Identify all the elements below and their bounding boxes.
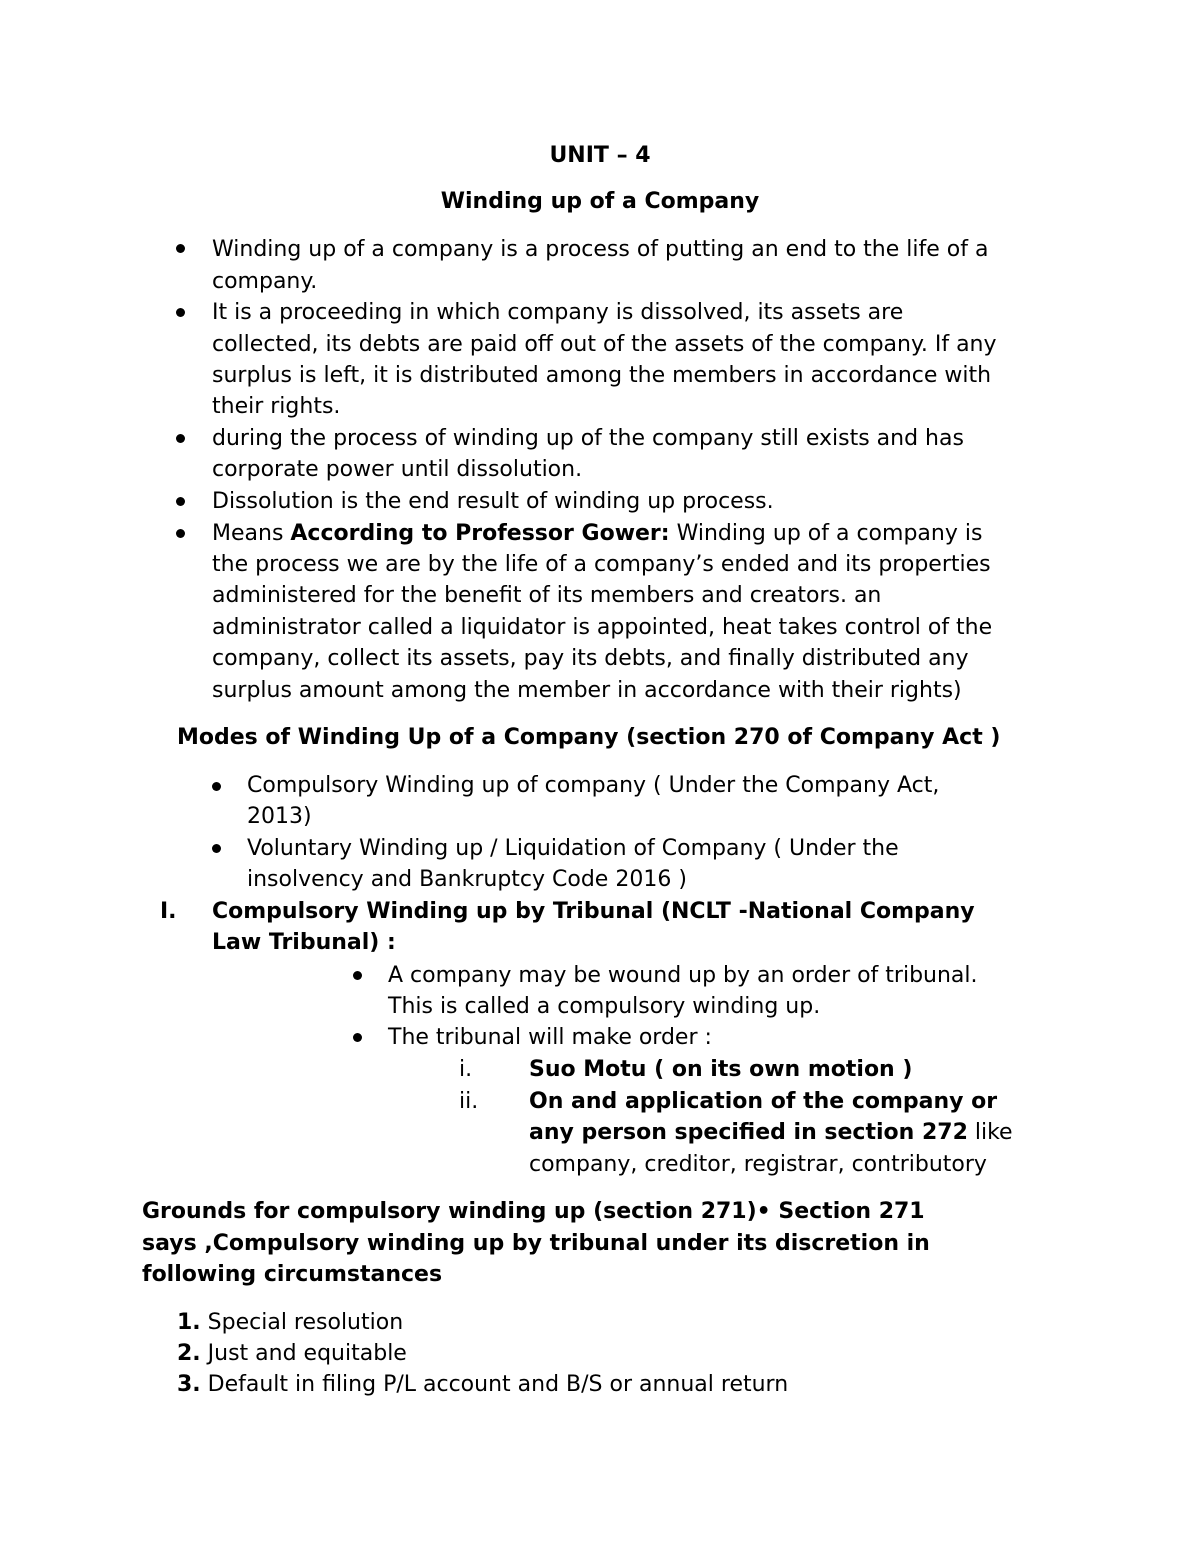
bullet-icon xyxy=(176,244,185,253)
sub-item-marker: i. xyxy=(459,1057,473,1082)
section-i-heading-line: Compulsory Winding up by Tribunal (NCLT -National Company xyxy=(212,899,975,924)
sub-item-line: Suo Motu ( on its own motion ) xyxy=(529,1057,913,1082)
bullet-icon xyxy=(176,308,185,317)
list-item-line: Compulsory Winding up of company ( Under the Company Act, xyxy=(247,773,940,798)
grounds-heading-line: says ,Compulsory winding up by tribunal under its discretion in xyxy=(142,1231,930,1256)
section-i-heading-line: Law Tribunal) : xyxy=(212,930,396,955)
item-number: 3. xyxy=(177,1372,201,1397)
list-item-line: A company may be wound up by an order of tribunal. xyxy=(388,963,978,988)
page-subtitle: Winding up of a Company xyxy=(440,189,760,214)
bullet-icon xyxy=(353,1033,362,1042)
bullet-icon xyxy=(212,844,221,853)
list-item-line: surplus amount among the member in accordance with their rights) xyxy=(212,678,962,703)
list-item-line: surplus is left, it is distributed among the members in accordance with xyxy=(212,363,992,388)
item-number: 2. xyxy=(177,1341,201,1366)
numbered-item xyxy=(177,1338,407,1370)
list-item-line: corporate power until dissolution. xyxy=(212,457,583,482)
bullet-icon xyxy=(353,971,362,980)
list-item-line: collected, its debts are paid off out of the assets of the company. If any xyxy=(212,332,997,357)
sub-item-marker: ii. xyxy=(459,1089,479,1114)
item-text: Special resolution xyxy=(200,1310,404,1335)
list-item-line xyxy=(212,518,982,550)
list-item-line: 2013) xyxy=(247,804,312,829)
list-item-line: This is called a compulsory winding up. xyxy=(388,994,821,1019)
list-item-line: administered for the benefit of its members and creators. an xyxy=(212,583,882,608)
gower-prefix: Means xyxy=(212,521,291,546)
list-item-line: It is a proceeding in which company is dissolved, its assets are xyxy=(212,300,904,325)
sub-item-line: On and application of the company or xyxy=(529,1089,998,1114)
list-item-line: administrator called a liquidator is appointed, heat takes control of the xyxy=(212,615,993,640)
grounds-heading-line: Grounds for compulsory winding up (section 271)• Section 271 xyxy=(142,1199,925,1224)
list-item-line: their rights. xyxy=(212,394,341,419)
list-item-line: during the process of winding up of the company still exists and has xyxy=(212,426,964,451)
item-text: Default in filing P/L account and B/S or annual return xyxy=(200,1372,789,1397)
list-item-line: The tribunal will make order : xyxy=(388,1025,712,1050)
list-item-line: the process we are by the life of a company’s ended and its properties xyxy=(212,552,991,577)
gower-rest: Winding up of a company is xyxy=(669,521,983,546)
list-item-line: company, collect its assets, pay its debts, and finally distributed any xyxy=(212,646,969,671)
item-number: 1. xyxy=(177,1310,201,1335)
page-title: UNIT – 4 xyxy=(549,143,651,168)
list-item-line: company. xyxy=(212,269,318,294)
numbered-item xyxy=(177,1369,788,1401)
grounds-heading-line: following circumstances xyxy=(142,1262,443,1287)
item-text: Just and equitable xyxy=(200,1341,407,1366)
numbered-item xyxy=(177,1307,403,1339)
sub-item-tail: like xyxy=(967,1120,1013,1145)
bullet-icon xyxy=(176,497,185,506)
section-heading: Modes of Winding Up of a Company (section 270 of Company Act ) xyxy=(177,725,1001,750)
roman-marker: I. xyxy=(160,899,177,924)
list-item-line: insolvency and Bankruptcy Code 2016 ) xyxy=(247,867,687,892)
list-item-line: Dissolution is the end result of winding up process. xyxy=(212,489,774,514)
bullet-icon xyxy=(212,782,221,791)
gower-emphasis: According to Professor Gower: xyxy=(290,521,670,546)
list-item-line: Winding up of a company is a process of putting an end to the life of a xyxy=(212,237,989,262)
sub-item-line: company, creditor, registrar, contributory xyxy=(529,1152,987,1177)
sub-item-line xyxy=(529,1117,1013,1149)
bullet-icon xyxy=(176,434,185,443)
sub-item-bold-text: any person specified in section 272 xyxy=(529,1120,968,1145)
bullet-icon xyxy=(176,529,185,538)
list-item-line: Voluntary Winding up / Liquidation of Company ( Under the xyxy=(247,836,899,861)
